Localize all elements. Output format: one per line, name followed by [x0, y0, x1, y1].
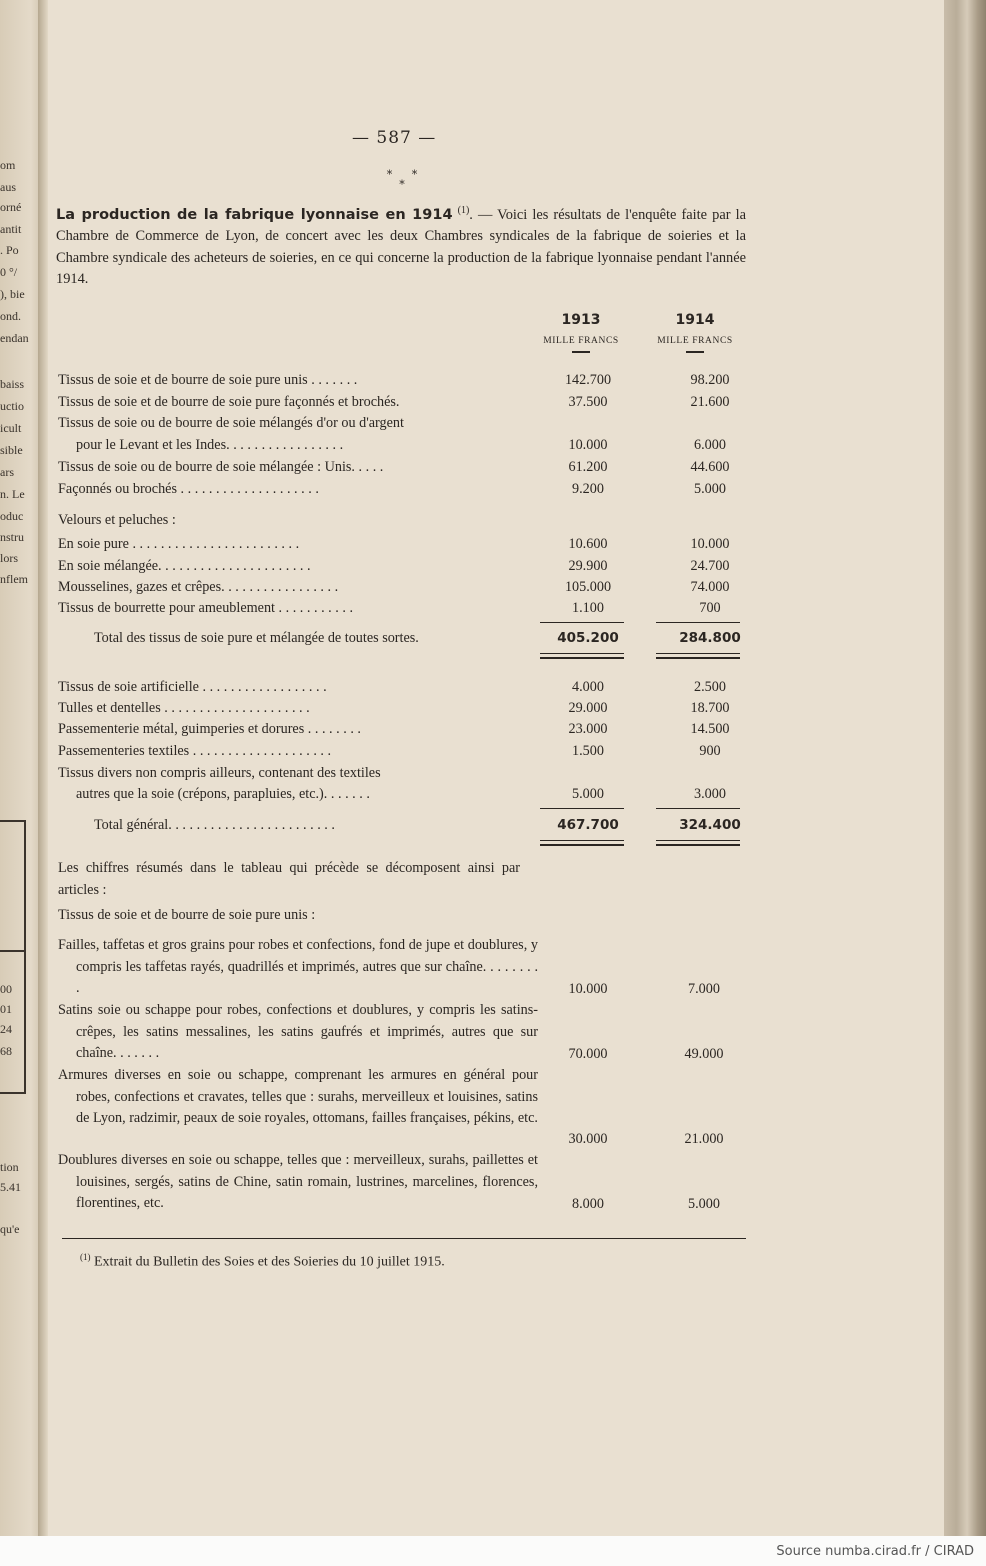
prev-fragment: tion [0, 1160, 19, 1174]
total-1913: 467.700 [557, 817, 619, 833]
prev-fragment: endan [0, 331, 29, 345]
value-1913: 29.000 [568, 700, 608, 716]
prev-fragment: sible [0, 443, 23, 457]
value-1913: 10.600 [568, 536, 608, 552]
prev-fragment: 01 [0, 1002, 12, 1016]
value-1914: 24.700 [690, 558, 730, 574]
prev-fragment: 00 [0, 982, 12, 996]
row-label: Tissus de soie ou de bourre de soie mélangée : Unis. . . . . [58, 459, 384, 475]
value-1913: 29.900 [568, 558, 608, 574]
row-label: Tissus divers non compris ailleurs, contenant des textiles [58, 765, 381, 781]
value-1914: 6.000 [694, 437, 726, 453]
row-label: Tissus de soie artificielle . . . . . . . . . . . . . . . . . . [58, 679, 327, 695]
value-1913: 105.000 [564, 579, 612, 595]
row-label: En soie mélangée. . . . . . . . . . . . . . . . . . . . . . [58, 558, 311, 574]
table-row [58, 459, 748, 479]
table-row [58, 512, 748, 532]
prev-fragment: . Po [0, 243, 19, 257]
table-row [58, 415, 748, 435]
total-1914: 284.800 [679, 630, 741, 646]
row-label: Passementeries textiles . . . . . . . . . . . . . . . . . . . . [58, 743, 332, 759]
table-row [58, 700, 748, 720]
prev-fragment: nstru [0, 530, 24, 544]
value-1914: 44.600 [690, 459, 730, 475]
article-title: La production de la fabrique lyonnaise en 1914 [56, 206, 453, 223]
value-1913: 1.500 [572, 743, 604, 759]
prev-fragment: icult [0, 421, 22, 435]
value-1914: 5.000 [688, 1196, 720, 1212]
value-1913: 10.000 [568, 981, 608, 997]
unit-label: MILLE FRANCS [543, 336, 619, 346]
value-1913: 70.000 [568, 1046, 608, 1062]
value-1913: 10.000 [568, 437, 608, 453]
prev-fragment: om [0, 158, 16, 172]
row-label: Mousselines, gazes et crêpes. . . . . . . . . . . . . . . . . [58, 579, 339, 595]
total-1914: 324.400 [679, 817, 741, 833]
prev-fragment: oduc [0, 509, 24, 523]
prev-fragment: antit [0, 222, 22, 236]
page-number: — 587 — [352, 128, 437, 148]
value-1914: 7.000 [688, 981, 720, 997]
detail-heading: Tissus de soie et de bourre de soie pure unis : [58, 907, 316, 923]
detail-item: Satins soie ou schappe pour robes, confections et doublures, y compris les satins-crêpes, les satins messalines, les satins gaufrés et imprimés, autres que sur chaîne. . . . . . . [58, 1002, 538, 1061]
column-head-1914 [640, 312, 750, 353]
total-label: Total des tissus de soie pure et mélangée de toutes sortes. [94, 630, 419, 646]
year-label: 1913 [561, 312, 601, 328]
table-row [58, 437, 748, 457]
value-1914: 14.500 [690, 721, 730, 737]
row-label: Tissus de soie et de bourre de soie pure unis . . . . . . . [58, 372, 358, 388]
column-head-1913 [526, 312, 636, 353]
row-label: En soie pure . . . . . . . . . . . . . . . . . . . . . . . . [58, 536, 300, 552]
footnote-marker: (1) [80, 1252, 91, 1262]
value-1913: 142.700 [564, 372, 612, 388]
grand-total-row [58, 817, 748, 837]
prev-fragment: aus [0, 180, 16, 194]
table-row [58, 558, 748, 578]
sum-rule [540, 622, 624, 623]
prev-fragment: uctio [0, 399, 24, 413]
row-label: Tulles et dentelles . . . . . . . . . . . . . . . . . . . . . [58, 700, 310, 716]
total-double-rule [656, 653, 740, 659]
value-1914: 98.200 [690, 372, 730, 388]
row-label: Tissus de soie et de bourre de soie pure façonnés et brochés. [58, 394, 400, 410]
prev-fragment: lors [0, 551, 18, 565]
row-label: pour le Levant et les Indes. . . . . . . . . . . . . . . . . [76, 437, 344, 453]
table-row [58, 600, 748, 620]
value-1914: 18.700 [690, 700, 730, 716]
unit-label: MILLE FRANCS [657, 336, 733, 346]
row-label: Façonnés ou brochés . . . . . . . . . . . . . . . . . . . . [58, 481, 319, 497]
value-1914: 5.000 [694, 481, 726, 497]
total-row [58, 630, 748, 650]
table-row [58, 679, 748, 699]
value-1914: 74.000 [690, 579, 730, 595]
detail-item: Failles, taffetas et gros grains pour robes et confections, fond de jupe et doublures, y compris les taffetas rayés, quadrillés et imprimés, autres que sur chaîne. . . . . . . . . [58, 937, 538, 996]
value-1913: 61.200 [568, 459, 608, 475]
footnote-text: Extrait du Bulletin des Soies et des Soieries du 10 juillet 1915. [90, 1254, 445, 1270]
sum-rule [656, 622, 740, 623]
prev-fragment: nflem [0, 572, 28, 586]
value-1914: 700 [699, 600, 721, 616]
prev-fragment: ), bie [0, 287, 25, 301]
prev-table-box [0, 820, 26, 952]
value-1913: 23.000 [568, 721, 608, 737]
prev-fragment: qu'e [0, 1222, 20, 1236]
intro-paragraph [56, 200, 746, 291]
section-ornament: * * * [386, 168, 426, 191]
head-dash [572, 351, 590, 353]
table-row [58, 394, 748, 414]
value-1913: 9.200 [572, 481, 604, 497]
row-label: Tissus de bourrette pour ameublement . . . . . . . . . . . [58, 600, 354, 616]
prev-fragment: 24 [0, 1022, 12, 1036]
total-double-rule [540, 840, 624, 846]
value-1913: 30.000 [568, 1131, 608, 1147]
prev-fragment: 68 [0, 1044, 12, 1058]
table-row [58, 786, 748, 806]
table-row [58, 743, 748, 763]
prev-fragment: n. Le [0, 487, 25, 501]
prev-fragment: orné [0, 200, 22, 214]
book-gutter [38, 0, 48, 1536]
value-1914: 10.000 [690, 536, 730, 552]
row-label: Passementerie métal, guimperies et dorures . . . . . . . . [58, 721, 361, 737]
value-1914: 21.000 [684, 1131, 724, 1147]
footnote-ref: (1) [457, 205, 470, 216]
row-label: autres que la soie (crépons, parapluies, etc.). . . . . . . [76, 786, 370, 802]
value-1913: 4.000 [572, 679, 604, 695]
prev-fragment: 5.41 [0, 1180, 21, 1194]
detail-item: Doublures diverses en soie ou schappe, telles que : merveilleux, surahs, paillettes et louisines, sergés, satins de Chine, satin romain, lustrines, marcelines, florences, florentines, etc. [58, 1152, 538, 1211]
value-1913: 5.000 [572, 786, 604, 802]
value-1913: 37.500 [568, 394, 608, 410]
head-dash [686, 351, 704, 353]
value-1914: 2.500 [694, 679, 726, 695]
detail-intro: Les chiffres résumés dans le tableau qui précède se décomposent ainsi par articles : [58, 860, 520, 898]
total-double-rule [540, 653, 624, 659]
value-1913: 8.000 [572, 1196, 604, 1212]
prev-fragment: 0 °/ [0, 265, 18, 279]
footnote [80, 1252, 445, 1271]
prev-fragment: ars [0, 465, 14, 479]
value-1914: 21.600 [690, 394, 730, 410]
table-row [58, 721, 748, 741]
value-1914: 900 [699, 743, 721, 759]
table-row [58, 579, 748, 599]
page-edge [944, 0, 986, 1536]
detail-item: Armures diverses en soie ou schappe, comprenant les armures en général pour robes, confections et cravates, telles que : surahs, merveilleux et louisines, satins de Lyon, radzimir, peaux de soie royales, ottomans, failles françaises, pékins, etc. [58, 1067, 538, 1126]
footnote-rule [62, 1238, 746, 1239]
table-row [58, 765, 748, 785]
total-double-rule [656, 840, 740, 846]
prev-fragment: baiss [0, 377, 24, 391]
year-label: 1914 [675, 312, 715, 328]
intro-text: . — Voici les résultats de l'enquête faite par la Chambre de Commerce de Lyon, de concert avec les deux Chambres syndicales de la fabrique de soieries et la Chambre syndicale des acheteurs de soieries, en ce qui concerne la production de la fabrique lyonnaise pendant l'année 1914. [56, 206, 746, 288]
sum-rule [656, 808, 740, 809]
row-label: Tissus de soie ou de bourre de soie mélangés d'or ou d'argent [58, 415, 404, 431]
sum-rule [540, 808, 624, 809]
total-1913: 405.200 [557, 630, 619, 646]
table-row [58, 536, 748, 556]
value-1913: 1.100 [572, 600, 604, 616]
source-credit: Source numba.cirad.fr / CIRAD [776, 1544, 974, 1559]
total-label: Total général. . . . . . . . . . . . . . . . . . . . . . . . [94, 817, 335, 833]
table-row [58, 372, 748, 392]
value-1914: 49.000 [684, 1046, 724, 1062]
value-1914: 3.000 [694, 786, 726, 802]
row-label: Velours et peluches : [58, 512, 176, 528]
prev-fragment: ond. [0, 309, 21, 323]
table-row [58, 481, 748, 501]
